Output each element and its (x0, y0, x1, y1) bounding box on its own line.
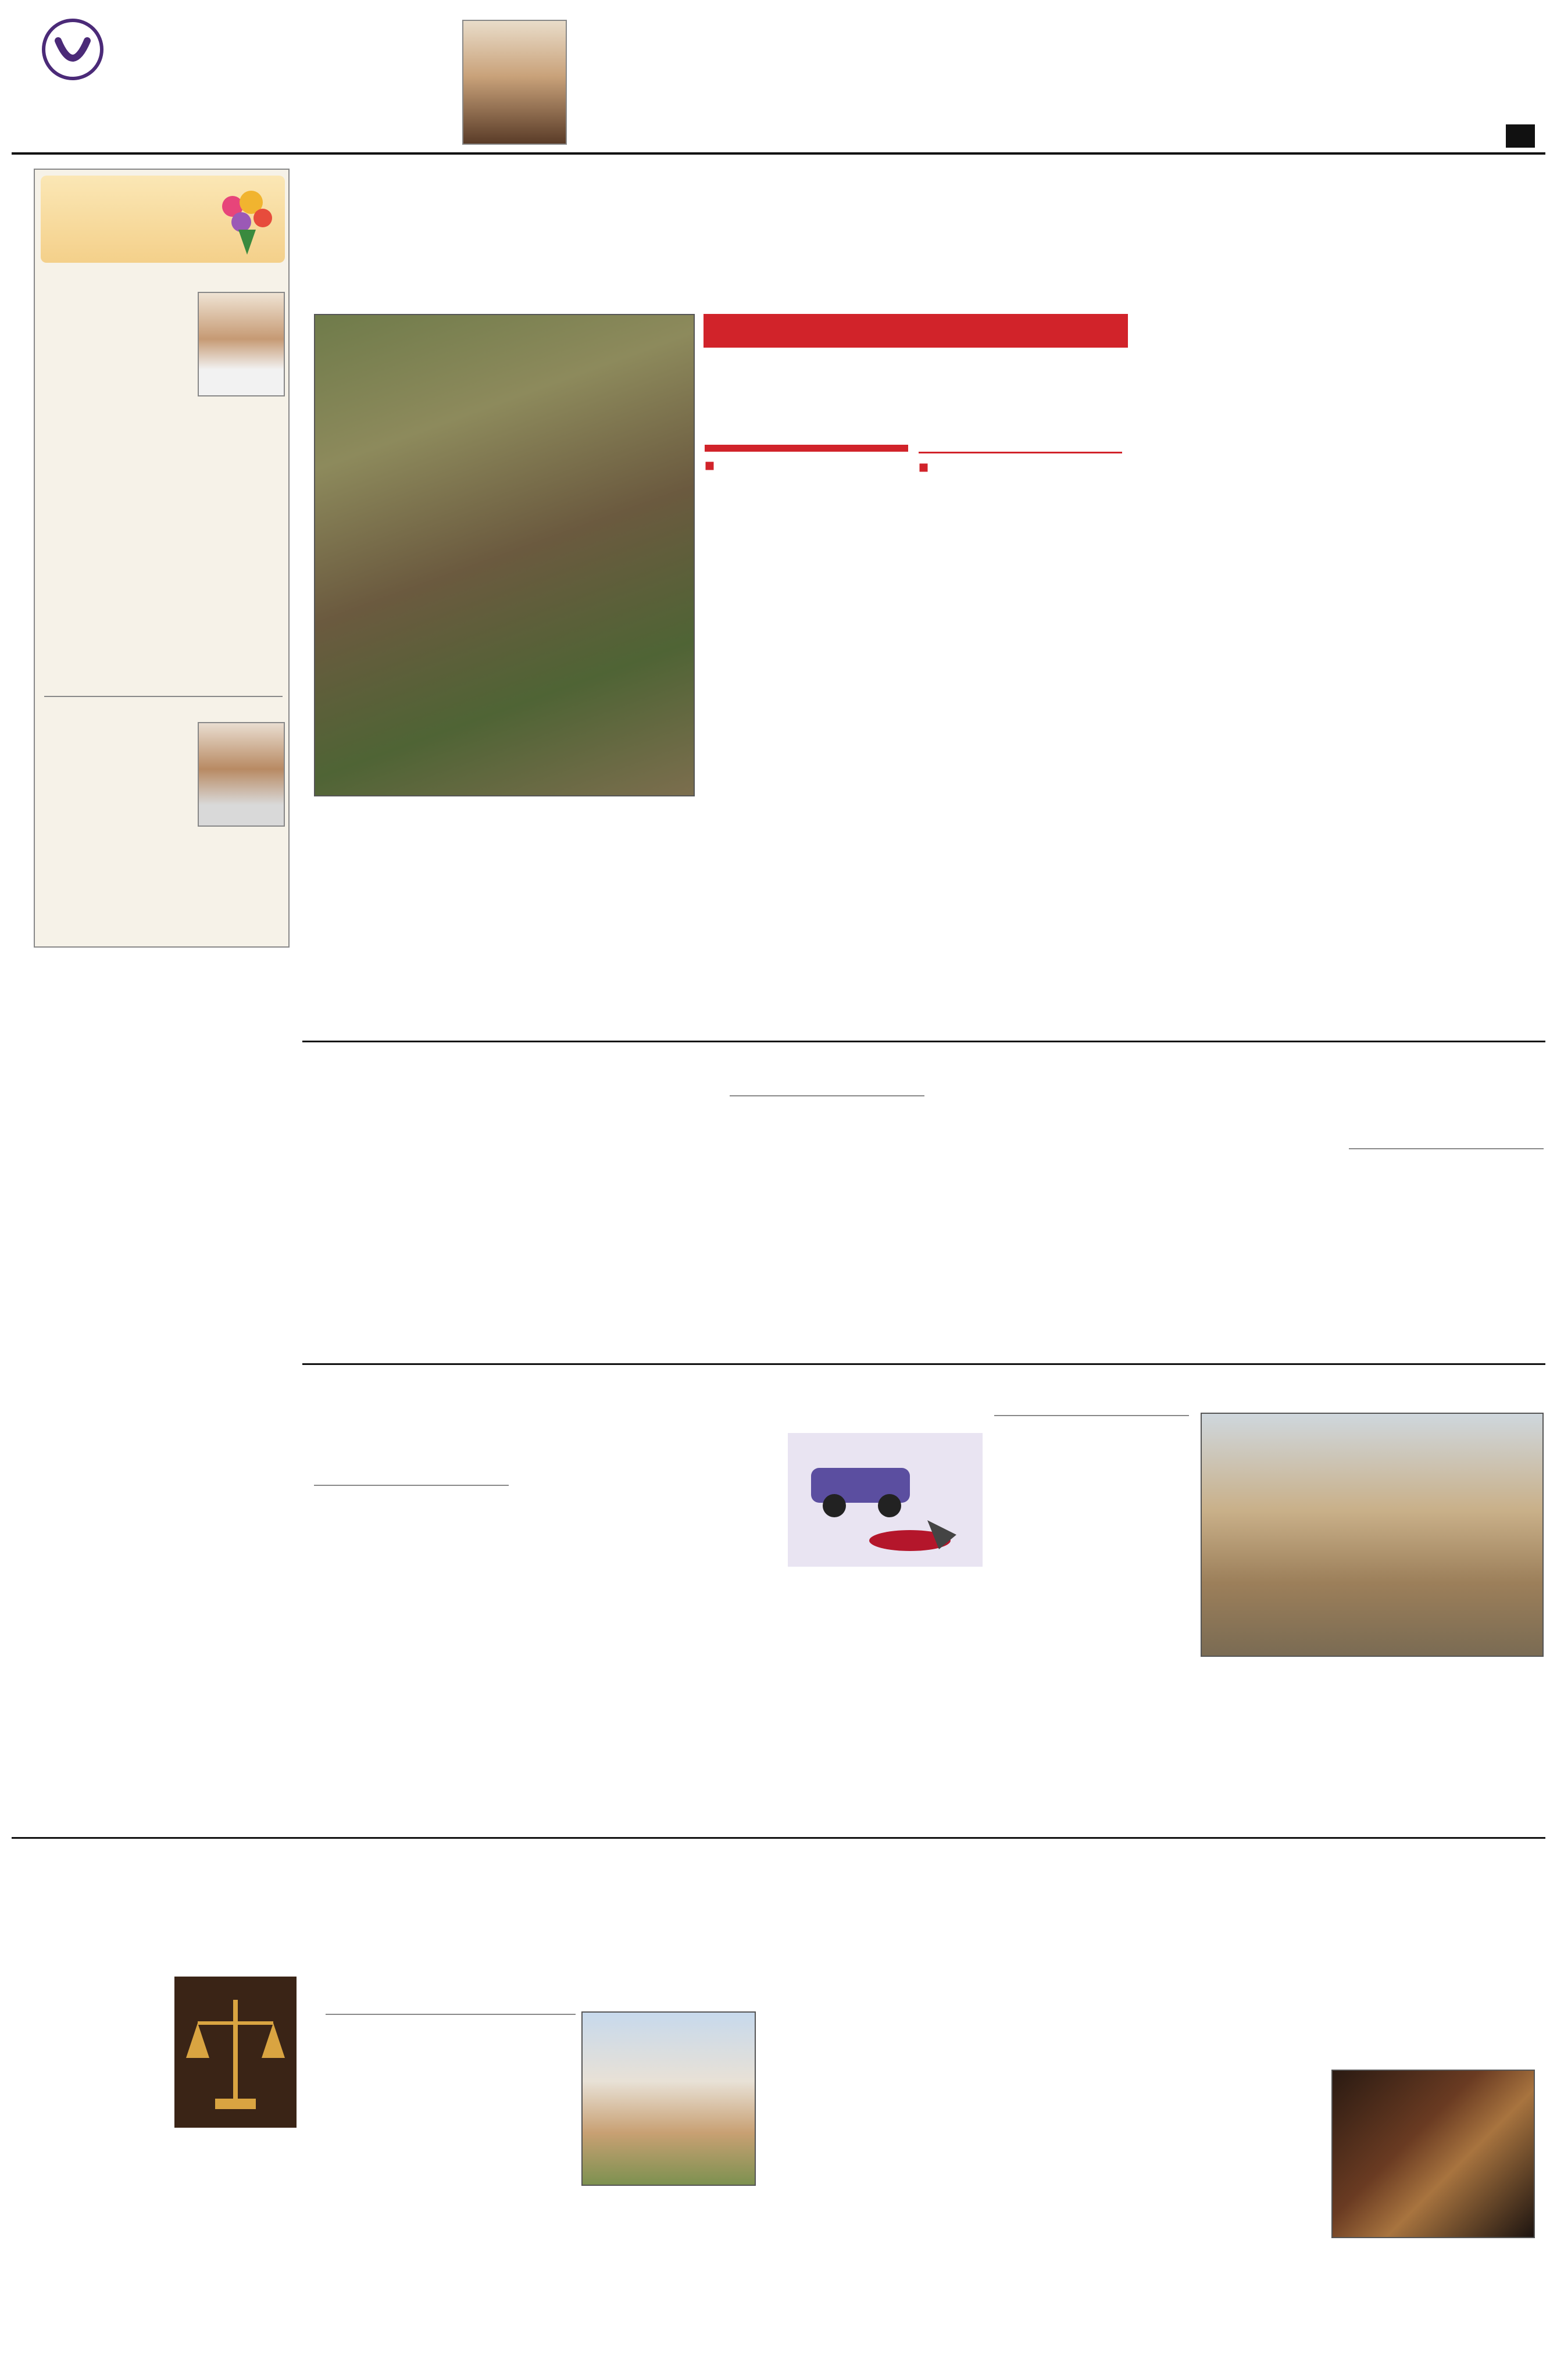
rock-col1 (994, 1459, 1189, 1822)
p1-details (44, 292, 283, 699)
gond-col3 (959, 2011, 1140, 2378)
lead-solution-box (919, 445, 1122, 759)
peoples-group-logo-icon (41, 17, 105, 81)
accident-body (788, 1573, 983, 1822)
wedding-col1 (314, 1526, 509, 1822)
page-number (1506, 124, 1535, 148)
theft-body (34, 988, 290, 1604)
lead-quote-box (919, 762, 1122, 1035)
rock-photo (1201, 1413, 1544, 1657)
quote-photo-avatar (462, 20, 567, 145)
lead-photo-rat-field (314, 314, 695, 796)
rock-col3 (1375, 1666, 1544, 1822)
section-rule-2 (302, 1363, 1545, 1365)
judiciary-rule (12, 1837, 1545, 1839)
lead-solution-title (919, 445, 1122, 453)
yamdoot-col2 (1331, 2244, 1535, 2378)
gond-col0 (326, 2058, 570, 2378)
temple-byline (730, 1093, 924, 1101)
gond-photo-highcourt (581, 2011, 756, 2186)
justice-scale-icon (174, 1977, 297, 2128)
temple-col3 (1142, 1093, 1337, 1357)
section-rule (302, 1041, 1545, 1042)
birthday-header (41, 176, 285, 263)
wedding-byline (314, 1482, 509, 1491)
birthday-panel (34, 169, 290, 948)
p2-details (44, 722, 283, 943)
temple-col2 (936, 1093, 1131, 1357)
yamdoot-col1 (1331, 1971, 1526, 2064)
flower-bouquet-icon (215, 186, 279, 256)
p2-name (44, 696, 283, 701)
lead-subhead (703, 314, 1128, 348)
lead-effects-title (705, 445, 908, 452)
wedding-col2 (520, 1482, 715, 1822)
rock-byline (994, 1413, 1189, 1421)
shivratri-col1 (314, 1125, 509, 1357)
masthead-rule (12, 152, 1545, 155)
gond-byline (326, 2011, 576, 2020)
masthead (0, 0, 1557, 157)
gond-col1 (581, 2192, 756, 2378)
shooting-body (1148, 2099, 1323, 2378)
accident-illustration (788, 1433, 983, 1567)
yamdoot-photo-gavel (1331, 2070, 1535, 2238)
lead-col3 (705, 353, 1123, 441)
gond-col2 (767, 2011, 948, 2378)
lead-col1 (314, 843, 500, 1035)
shivratri-col2 (520, 1125, 715, 1357)
lead-effects-box (705, 445, 908, 1032)
fraud-col2 (1349, 267, 1544, 1038)
lead-col2 (512, 802, 695, 1035)
temple-col4 (1349, 1093, 1544, 1139)
temple-col1 (730, 1139, 924, 1357)
rock-col2 (1201, 1666, 1363, 1822)
temple-quote-box (1349, 1148, 1544, 1357)
fraud-col1 (1142, 267, 1337, 1038)
